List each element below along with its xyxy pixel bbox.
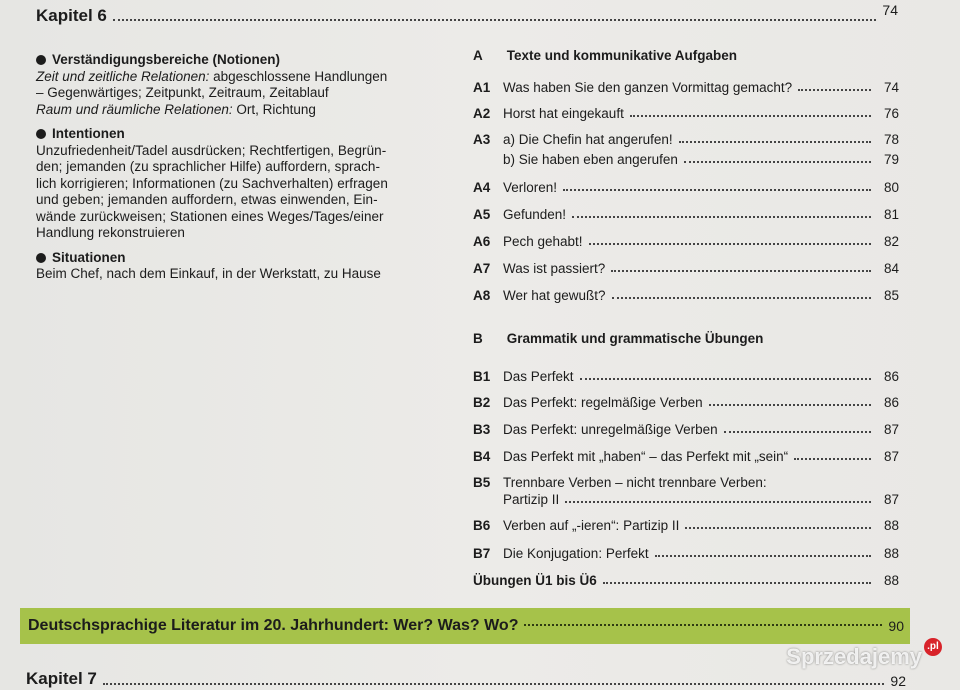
entry-code: B1	[473, 369, 491, 384]
entry-page: 86	[883, 369, 899, 384]
entry-title: Das Perfekt: regelmäßige Verben	[503, 395, 703, 410]
entry-title: Das Perfekt mit „haben“ – das Perfekt mit „sein“	[503, 449, 789, 464]
entry-code: B2	[473, 395, 491, 410]
entry-code: A1	[473, 80, 491, 95]
notionen-line	[36, 102, 456, 119]
toc-entry-a5[interactable]	[473, 207, 899, 222]
situationen-title: Situationen	[52, 249, 126, 265]
leader-dots	[798, 89, 871, 91]
entry-title: Übungen Ü1 bis Ü6	[473, 573, 597, 588]
literature-banner[interactable]	[20, 608, 910, 644]
entry-page: 78	[883, 132, 899, 147]
leader-dots	[684, 161, 871, 163]
entry-code: B5	[473, 475, 491, 490]
entry-page: 87	[883, 492, 899, 507]
section-a-title: Texte und kommunikative Aufgaben	[506, 48, 738, 63]
toc-entry-a2[interactable]	[473, 106, 899, 121]
section-a-code: A	[473, 48, 483, 63]
bullet-icon	[36, 253, 46, 263]
entry-title: b) Sie haben eben angerufen	[503, 152, 678, 167]
leader-dots	[603, 582, 871, 584]
bullet-icon	[36, 55, 46, 65]
intentionen-line: lich korrigieren; Informationen (zu Sachverhalten) erfragen	[36, 175, 388, 191]
section-a-heading	[473, 48, 737, 63]
banner-title: Deutschsprachige Literatur im 20. Jahrhundert: Wer? Was? Wo?	[28, 617, 519, 634]
entry-code: B6	[473, 518, 491, 533]
notionen-line-text: abgeschlossene Handlungen	[209, 68, 388, 84]
entry-code: A7	[473, 261, 491, 276]
leader-dots	[685, 527, 871, 529]
entry-page: 74	[883, 80, 899, 95]
entry-code: B7	[473, 546, 491, 561]
toc-entry-b2[interactable]	[473, 395, 899, 410]
leader-dots	[113, 19, 877, 21]
chapter-overview	[36, 52, 456, 283]
leader-dots	[580, 378, 871, 380]
entry-code: A8	[473, 288, 491, 303]
entry-page: 82	[883, 234, 899, 249]
entry-page: 87	[883, 422, 899, 437]
entry-page: 76	[883, 106, 899, 121]
toc-entry-b7[interactable]	[473, 546, 899, 561]
entry-title: Verben auf „-ieren“: Partizip II	[503, 518, 680, 533]
leader-dots	[565, 501, 871, 503]
entry-page: 88	[883, 573, 899, 588]
toc-entry-b3[interactable]	[473, 422, 899, 437]
intentionen-line: Unzufriedenheit/Tadel ausdrücken; Rechtfertigen, Begrün-	[36, 142, 387, 158]
entry-page: 79	[883, 152, 899, 167]
toc-entry-a3a[interactable]	[473, 132, 899, 147]
toc-entry-b6[interactable]	[473, 518, 899, 533]
intentionen-line: wände zurückweisen; Stationen eines Weges/Tages/einer	[36, 208, 384, 224]
entry-title: Was haben Sie den ganzen Vormittag gemacht?	[503, 80, 793, 95]
intentionen-heading	[36, 126, 456, 143]
leader-dots	[524, 624, 882, 626]
situationen-heading	[36, 250, 456, 267]
entry-title: Das Perfekt: unregelmäßige Verben	[503, 422, 718, 437]
entry-title: Gefunden!	[503, 207, 567, 222]
entry-page: 88	[883, 518, 899, 533]
notionen-line-italic: Raum und räumliche Relationen:	[36, 101, 233, 117]
entry-title: Wer hat gewußt?	[503, 288, 606, 303]
intentionen-title: Intentionen	[52, 126, 125, 141]
leader-dots	[611, 270, 871, 272]
entry-title-continued: Partizip II	[503, 492, 560, 507]
toc-entry-b5[interactable]	[473, 475, 899, 507]
toc-entry-a4[interactable]	[473, 180, 899, 195]
entry-page: 81	[883, 207, 899, 222]
leader-dots	[630, 115, 871, 117]
leader-dots	[563, 189, 871, 191]
situationen-line: Beim Chef, nach dem Einkauf, in der Werkstatt, zu Hause	[36, 266, 381, 281]
toc-entry-a8[interactable]	[473, 288, 899, 303]
notionen-line	[36, 69, 456, 86]
entry-code: A4	[473, 180, 491, 195]
chapter-7-heading[interactable]	[26, 669, 906, 689]
toc-entry-uebungen[interactable]	[473, 573, 899, 588]
section-b-heading	[473, 331, 763, 346]
entry-page: 88	[883, 546, 899, 561]
entry-title: Was ist passiert?	[503, 261, 606, 276]
notionen-line	[36, 85, 456, 102]
leader-dots	[589, 243, 871, 245]
entry-page: 84	[883, 261, 899, 276]
leader-dots	[655, 555, 871, 557]
entry-title: Verloren!	[503, 180, 558, 195]
chapter-6-page: 74	[882, 2, 898, 18]
entry-code: A2	[473, 106, 491, 121]
notionen-heading	[36, 52, 456, 69]
notionen-title: Verständigungsbereiche (Notionen)	[52, 52, 281, 67]
entry-code: A3	[473, 132, 491, 147]
leader-dots	[612, 297, 871, 299]
intentionen-line: den; jemanden (zu sprachlicher Hilfe) auffordern, sprach-	[36, 159, 381, 174]
leader-dots	[572, 216, 871, 218]
entry-code: A6	[473, 234, 491, 249]
notionen-line-text: Ort, Richtung	[232, 101, 316, 117]
entry-page: 87	[883, 449, 899, 464]
chapter-7-title: Kapitel 7	[26, 669, 97, 688]
toc-entry-b4[interactable]	[473, 449, 899, 464]
notionen-line-text: – Gegenwärtiges; Zeitpunkt, Zeitraum, Zeitablauf	[36, 85, 329, 100]
leader-dots	[709, 404, 871, 406]
entry-page: 80	[883, 180, 899, 195]
toc-entry-a3b[interactable]	[473, 152, 899, 167]
leader-dots	[103, 683, 885, 685]
leader-dots	[679, 141, 871, 143]
entry-title: Pech gehabt!	[503, 234, 583, 249]
watermark-badge: .pl	[924, 638, 942, 656]
entry-code: B3	[473, 422, 491, 437]
section-b-code: B	[473, 331, 483, 346]
entry-title: Trennbare Verben – nicht trennbare Verben:	[503, 475, 767, 490]
chapter-6-title: Kapitel 6	[36, 6, 107, 25]
chapter-7-page: 92	[890, 673, 906, 689]
entry-title: a) Die Chefin hat angerufen!	[503, 132, 673, 147]
banner-page: 90	[888, 618, 904, 634]
toc-entry-a1[interactable]	[473, 80, 899, 95]
watermark-logo	[786, 641, 942, 670]
notionen-line-italic: Zeit und zeitliche Relationen:	[36, 68, 210, 84]
section-b-title: Grammatik und grammatische Übungen	[506, 331, 764, 346]
chapter-6-heading	[36, 2, 898, 26]
entry-page: 86	[883, 395, 899, 410]
entry-title: Die Konjugation: Perfekt	[503, 546, 649, 561]
leader-dots	[724, 431, 871, 433]
entry-title: Horst hat eingekauft	[503, 106, 624, 121]
entry-title: Das Perfekt	[503, 369, 574, 384]
toc-entry-a6[interactable]	[473, 234, 899, 249]
toc-entry-b1[interactable]	[473, 369, 899, 384]
bullet-icon	[36, 129, 46, 139]
entry-code: B4	[473, 449, 491, 464]
toc-entry-a7[interactable]	[473, 261, 899, 276]
entry-code: A5	[473, 207, 491, 222]
intentionen-line: Handlung rekonstruieren	[36, 225, 185, 240]
leader-dots	[794, 458, 871, 460]
intentionen-line: und geben; jemanden auffordern, etwas einwenden, Ein-	[36, 192, 378, 207]
watermark-text: Sprzedajemy	[786, 644, 922, 669]
entry-page: 85	[883, 288, 899, 303]
